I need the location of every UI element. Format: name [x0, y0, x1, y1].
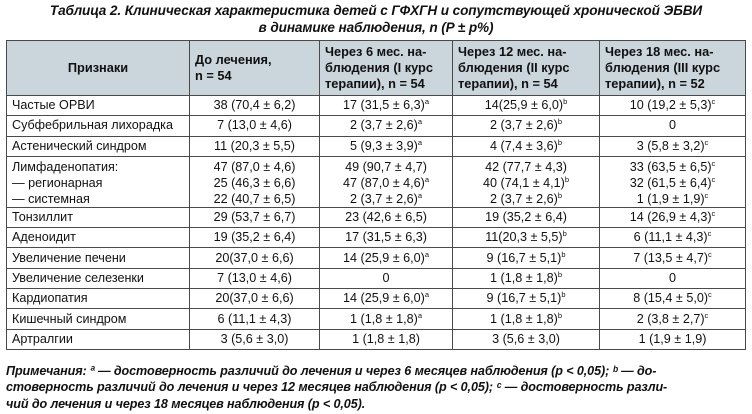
cell-value: 6 (11,1 ± 4,3) [633, 230, 708, 245]
cell-value: 14 (25,9 ± 6,0) [343, 291, 425, 306]
cell-line [603, 175, 742, 191]
cell-line [633, 291, 712, 305]
data-cell [600, 207, 746, 227]
cell-value: 2 (3,7 ± 2,6) [490, 118, 558, 133]
significance-marker: b [557, 137, 562, 147]
row-label-text: Астенический синдром [12, 138, 147, 153]
cell-value: 9 (16,7 ± 5,1) [486, 291, 562, 306]
cell-line [214, 98, 296, 112]
significance-marker: a [417, 137, 422, 147]
data-cell [320, 289, 453, 309]
row-label-text: Артралгии [12, 331, 73, 346]
cell-line [193, 175, 316, 191]
cell-line [218, 312, 292, 326]
cell-line [603, 159, 742, 175]
significance-marker: c [704, 137, 709, 147]
cell-value: 5 (9,3 ± 3,9) [350, 138, 418, 153]
cell-value: 7 (13,5 ± 4,7) [633, 250, 709, 265]
cell-value: 1 (1,8 ± 1,8) [490, 270, 558, 285]
cell-value: 11 (20,3 ± 5,5) [214, 138, 295, 153]
table-title [0, 2, 752, 36]
row-label-text: Увеличение печени [12, 250, 126, 265]
significance-marker: c [708, 249, 712, 259]
table-row [7, 116, 746, 136]
column-header-line: Через 12 мес. на- [458, 44, 567, 59]
data-cell [190, 207, 320, 227]
column-header [600, 41, 746, 96]
data-cell [320, 268, 453, 288]
cell-line [456, 191, 596, 207]
column-header-line: блюдения (II курс [458, 60, 570, 75]
cell-line [350, 118, 422, 132]
table-row [7, 96, 746, 116]
data-cell [453, 136, 600, 156]
note-line: Примечания: ª — достоверность различий до лечения и через 6 месяцев наблюдения (р < 0,05); ᵇ — до- [6, 364, 657, 378]
data-cell [600, 156, 746, 207]
cell-line [323, 175, 449, 191]
significance-marker: b [561, 290, 566, 300]
cell-line [490, 271, 562, 285]
cell-value: 19 (35,2 ± 6,4) [213, 230, 296, 245]
cell-value: 14 (26,9 ± 4,3) [629, 210, 712, 225]
column-header-line: Через 18 мес. на- [605, 44, 714, 59]
significance-marker: b [557, 310, 562, 320]
row-label-text: Тонзиллит [12, 210, 73, 225]
significance-marker: b [563, 97, 568, 107]
data-cell [320, 248, 453, 268]
cell-line [214, 230, 296, 244]
data-cell [190, 268, 320, 288]
cell-line [217, 271, 292, 285]
data-cell [600, 96, 746, 116]
cell-line [217, 118, 292, 132]
significance-marker: c [707, 229, 712, 239]
cell-line [490, 118, 562, 132]
cell-value: 20(37,0 ± 6,6) [215, 250, 294, 265]
data-cell [600, 136, 746, 156]
row-label-text: Частые ОРВИ [12, 98, 95, 113]
table-row [7, 268, 746, 288]
cell-value: 47 (87,0 ± 4,6) [343, 175, 425, 190]
cell-line [633, 251, 712, 265]
cell-value: 10 (19,2 ± 5,3) [629, 98, 712, 113]
table-title-line-2: в динамике наблюдения, n (P ± p%) [258, 20, 494, 35]
data-cell [453, 329, 600, 349]
significance-marker: c [704, 310, 709, 320]
data-cell [190, 289, 320, 309]
data-cell [190, 228, 320, 248]
cell-value: 3 (5,6 ± 3,0) [220, 331, 289, 346]
significance-marker: b [562, 229, 567, 239]
data-cell [320, 329, 453, 349]
row-label [7, 289, 190, 309]
cell-line [350, 312, 422, 326]
column-header-line: блюдения (I курс [325, 60, 433, 75]
column-header-line: Через 6 мес. на- [325, 44, 427, 59]
cell-value: 32 (61,5 ± 6,4) [629, 175, 712, 190]
data-cell [190, 96, 320, 116]
data-cell [453, 309, 600, 329]
cell-value: 17 (31,5 ± 6,3) [343, 98, 425, 113]
cell-line [215, 251, 293, 265]
cell-line [343, 291, 429, 305]
table-row [7, 248, 746, 268]
table-row [7, 207, 746, 227]
cell-value: 0 [668, 270, 676, 285]
row-label-text: — системная [12, 191, 90, 206]
table-row [7, 289, 746, 309]
significance-marker: c [711, 97, 716, 107]
data-cell [453, 96, 600, 116]
column-header [190, 41, 320, 96]
cell-line [485, 210, 567, 224]
cell-value: 7 (13,0 ± 4,6) [217, 118, 292, 133]
cell-line [669, 271, 676, 285]
cell-value: 14(25,9 ± 6,0) [484, 98, 564, 113]
row-label-text: Увеличение селезенки [12, 270, 144, 285]
data-cell [190, 248, 320, 268]
cell-line [637, 139, 709, 153]
row-label [7, 136, 190, 156]
cell-value: 29 (53,7 ± 6,7) [213, 210, 296, 225]
cell-value: 1 (1,8 ± 1,8) [490, 311, 558, 326]
data-cell [600, 116, 746, 136]
cell-line [323, 191, 449, 207]
significance-marker: c [704, 190, 709, 200]
cell-value: 7 (13,0 ± 4,6) [217, 270, 292, 285]
significance-marker: a [417, 190, 422, 200]
cell-line [221, 332, 289, 346]
data-cell [600, 329, 746, 349]
column-header-line: До лечения, [195, 52, 272, 67]
cell-line [634, 230, 712, 244]
data-cell [320, 156, 453, 207]
data-cell [453, 248, 600, 268]
cell-line [669, 118, 676, 132]
significance-marker: b [564, 174, 569, 184]
row-label-text: — регионарная [12, 175, 103, 190]
data-cell [320, 309, 453, 329]
significance-marker: b [557, 269, 562, 279]
table-row [7, 136, 746, 156]
cell-line [343, 251, 429, 265]
table-row [7, 156, 746, 207]
cell-value: 47 (87,0 ± 4,6) [213, 159, 296, 174]
data-cell [600, 289, 746, 309]
cell-line [630, 210, 716, 224]
data-cell [320, 136, 453, 156]
column-header-line: терапии), n = 52 [605, 76, 705, 91]
data-cell [453, 289, 600, 309]
row-label [7, 116, 190, 136]
data-cell [190, 116, 320, 136]
cell-line [456, 175, 596, 191]
data-cell [453, 207, 600, 227]
data-cell [190, 156, 320, 207]
row-label [7, 156, 190, 207]
cell-line [630, 98, 716, 112]
cell-value: 2 (3,7 ± 2,6) [350, 191, 418, 206]
cell-value: 0 [668, 118, 676, 133]
table-body [7, 96, 746, 350]
cell-line [350, 139, 422, 153]
table-row [7, 329, 746, 349]
column-header-line: терапии), n = 54 [458, 76, 558, 91]
cell-line [215, 291, 293, 305]
significance-marker: b [557, 117, 562, 127]
cell-line [487, 291, 566, 305]
cell-value: 23 (42,6 ± 6,5) [345, 210, 427, 225]
cell-line [603, 191, 742, 207]
cell-value: 3 (5,6 ± 3,0) [492, 331, 560, 346]
significance-marker: c [711, 209, 716, 219]
cell-line [193, 159, 316, 175]
note-line: чий до лечения и через 18 месяцев наблюдения (р < 0,05). [6, 396, 366, 411]
cell-line [485, 98, 568, 112]
data-cell [453, 116, 600, 136]
column-header [320, 41, 453, 96]
data-cell [190, 329, 320, 349]
significance-marker: a [417, 310, 422, 320]
cell-line [490, 312, 562, 326]
significance-marker: b [561, 249, 566, 259]
column-header-line: терапии), n = 54 [325, 76, 425, 91]
cell-line [345, 210, 427, 224]
cell-line [490, 139, 562, 153]
row-label-text: Аденоидит [12, 230, 76, 245]
column-header-line: блюдения (III курс [605, 60, 721, 75]
column-header-line: Признаки [67, 60, 129, 75]
significance-marker: a [424, 97, 429, 107]
cell-line [485, 230, 567, 244]
row-label-text: Кардиопатия [12, 291, 88, 306]
significance-marker: a [424, 174, 429, 184]
cell-value: 20(37,0 ± 6,6) [215, 291, 294, 306]
cell-value: 33 (63,5 ± 6,5) [629, 159, 712, 174]
cell-line [382, 271, 389, 285]
data-cell [600, 268, 746, 288]
data-cell [320, 116, 453, 136]
data-cell [600, 248, 746, 268]
data-cell [190, 309, 320, 329]
cell-value: 19 (35,2 ± 6,4) [485, 210, 567, 225]
cell-line [352, 332, 420, 346]
cell-value: 14 (25,9 ± 6,0) [343, 250, 425, 265]
cell-line [637, 312, 709, 326]
cell-value: 9 (16,7 ± 5,1) [486, 250, 562, 265]
cell-line [487, 251, 566, 265]
data-cell [453, 268, 600, 288]
row-label [7, 207, 190, 227]
table-row [7, 309, 746, 329]
cell-value: 17 (31,5 ± 6,3) [345, 230, 427, 245]
row-label-text: Субфебрильная лихорадка [12, 118, 173, 133]
row-label [7, 96, 190, 116]
cell-value: 38 (70,4 ± 6,2) [213, 98, 296, 113]
significance-marker: a [424, 249, 429, 259]
cell-value: 40 (74,1 ± 4,1) [483, 175, 565, 190]
table-header-row [7, 41, 746, 96]
column-header [453, 41, 600, 96]
significance-marker: a [424, 290, 429, 300]
data-cell [320, 228, 453, 248]
data-cell [453, 228, 600, 248]
note-line: стоверность различий до лечения и через 12 месяцев наблюдения (р < 0,05); ᶜ — достоверность разли- [6, 380, 668, 395]
cell-value: 1 (1,8 ± 1,8) [350, 311, 418, 326]
row-label [7, 329, 190, 349]
significance-marker: c [708, 290, 712, 300]
row-label-text: Лимфаденопатия: [12, 159, 119, 174]
column-header-line: n = 54 [195, 68, 232, 83]
cell-value: 1 (1,8 ± 1,8) [352, 331, 420, 346]
cell-line [323, 159, 449, 175]
cell-line [343, 98, 429, 112]
data-cell [190, 136, 320, 156]
cell-value: 0 [382, 270, 390, 285]
cell-line [456, 159, 596, 175]
cell-value: 2 (3,7 ± 2,6) [490, 191, 558, 206]
row-label [7, 268, 190, 288]
row-label [7, 309, 190, 329]
cell-value: 1 (1,9 ± 1,9) [636, 191, 705, 206]
cell-value: 1 (1,9 ± 1,9) [638, 331, 707, 346]
row-label-text: Кишечный синдром [12, 311, 127, 326]
clinical-characteristics-table [6, 40, 746, 350]
significance-marker: a [417, 117, 422, 127]
cell-value: 22 (40,7 ± 6,5) [213, 191, 296, 206]
cell-value: 42 (77,7 ± 4,3) [485, 159, 567, 174]
cell-value: 2 (3,8 ± 2,7) [636, 311, 705, 326]
row-label [7, 248, 190, 268]
table-title-line-1: Таблица 2. Клиническая характеристика детей с ГФХГН и сопутствующей хронической ЭБВИ [49, 3, 703, 18]
data-cell [320, 207, 453, 227]
cell-line [345, 230, 427, 244]
cell-value: 8 (15,4 ± 5,0) [633, 291, 709, 306]
cell-value: 6 (11,1 ± 4,3) [217, 311, 292, 326]
significance-marker: b [557, 190, 562, 200]
data-cell [600, 228, 746, 248]
cell-value: 4 (7,4 ± 3,6) [490, 138, 558, 153]
data-cell [600, 309, 746, 329]
table-notes [6, 363, 748, 412]
column-header [7, 41, 190, 96]
cell-value: 25 (46,3 ± 6,6) [213, 175, 296, 190]
cell-line [214, 139, 295, 153]
row-label [7, 228, 190, 248]
data-cell [320, 96, 453, 116]
cell-value: 3 (5,8 ± 3,2) [636, 138, 705, 153]
table-row [7, 228, 746, 248]
cell-line [193, 191, 316, 207]
cell-value: 49 (90,7 ± 4,7) [345, 159, 427, 174]
cell-value: 2 (3,7 ± 2,6) [350, 118, 418, 133]
significance-marker: c [711, 158, 716, 168]
cell-value: 11(20,3 ± 5,5) [485, 230, 563, 245]
significance-marker: c [711, 174, 716, 184]
cell-line [639, 332, 707, 346]
cell-line [492, 332, 560, 346]
data-cell [453, 156, 600, 207]
cell-line [214, 210, 296, 224]
